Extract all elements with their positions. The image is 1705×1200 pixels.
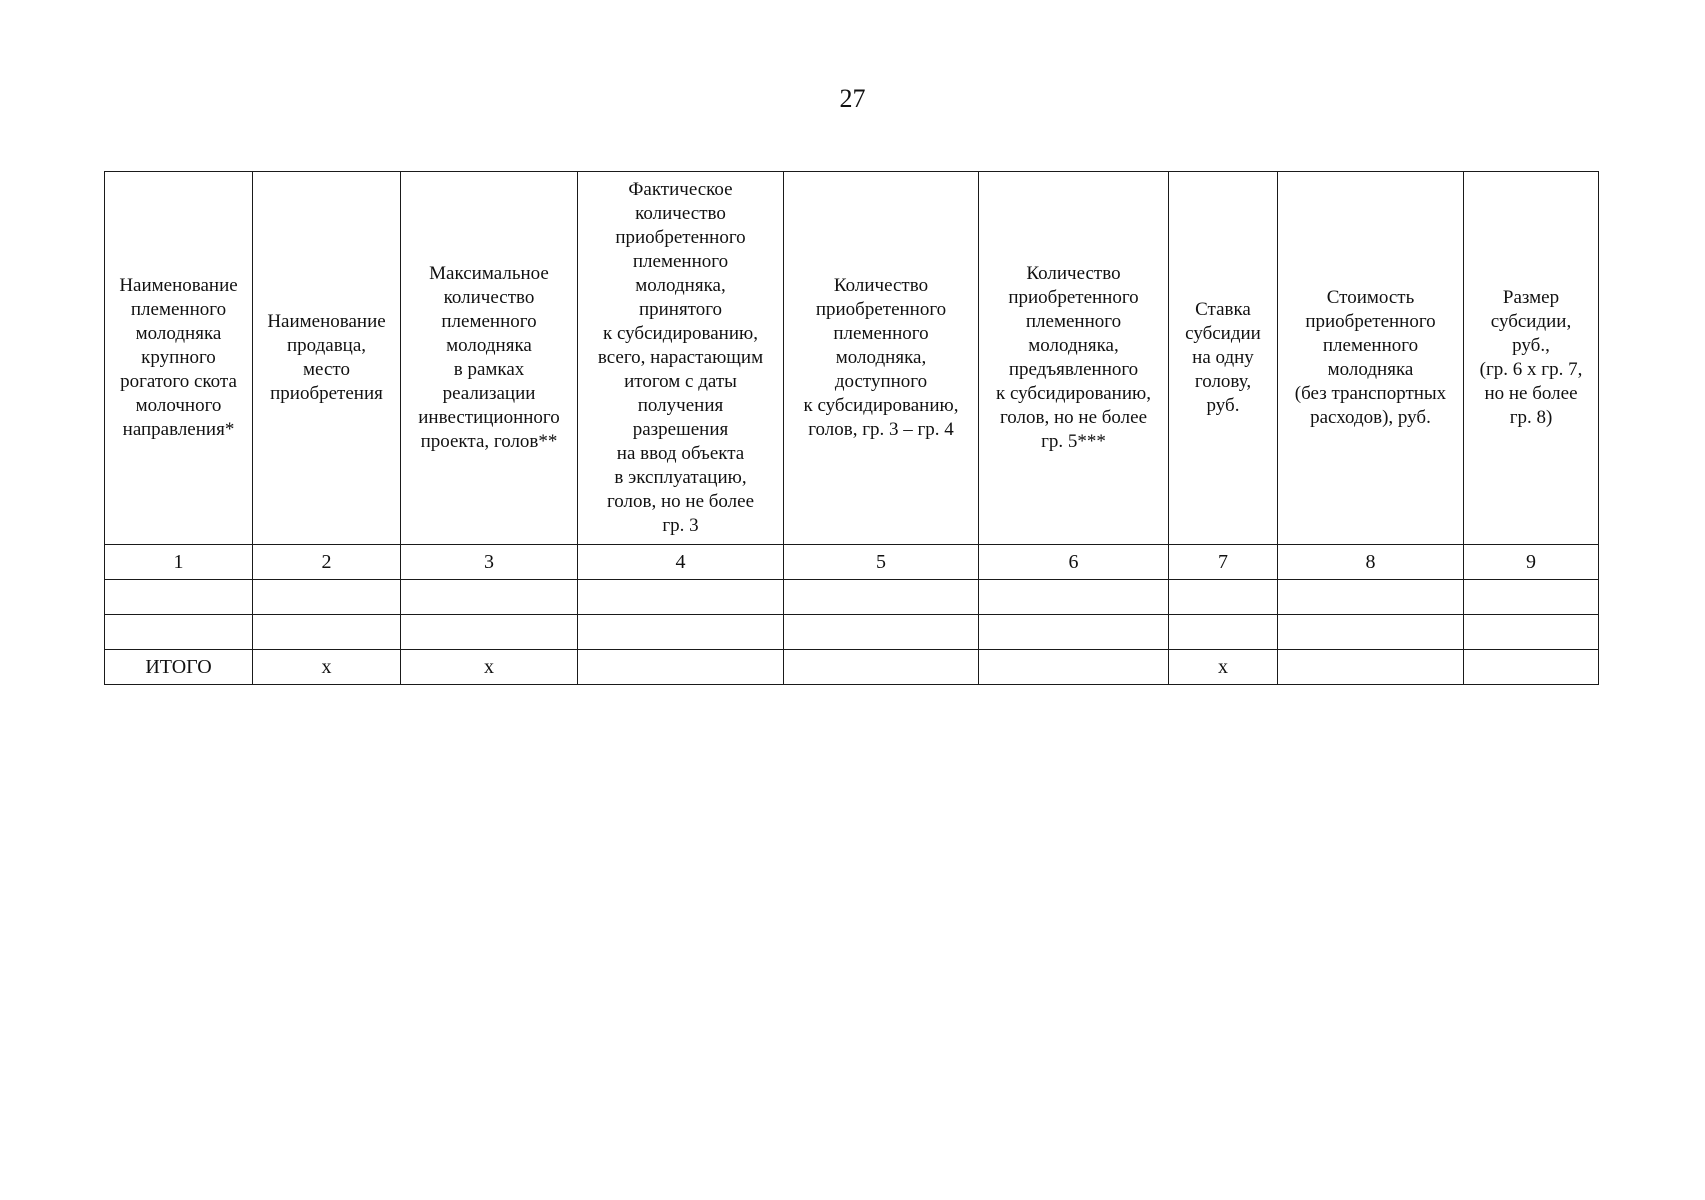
- total-cell: [578, 650, 784, 685]
- column-number-cell: 3: [401, 545, 578, 580]
- table-row: [105, 615, 1599, 650]
- column-number-cell: 9: [1464, 545, 1599, 580]
- header-cell-9: Размер субсидии, руб., (гр. 6 х гр. 7, но не более гр. 8): [1464, 172, 1599, 545]
- header-cell-8: Стоимость приобретенного племенного молодняка (без транспортных расходов), руб.: [1278, 172, 1464, 545]
- table-cell: [1169, 580, 1278, 615]
- total-row: [105, 650, 1599, 685]
- total-label-cell: ИТОГО: [105, 650, 253, 685]
- header-cell-7: Ставка субсидии на одну голову, руб.: [1169, 172, 1278, 545]
- table-cell: [1169, 615, 1278, 650]
- table-row: [105, 580, 1599, 615]
- column-number-cell: 4: [578, 545, 784, 580]
- column-number-row: [105, 545, 1599, 580]
- header-cell-5: Количество приобретенного племенного молодняка, доступного к субсидированию, голов, гр. 3 – гр. 4: [784, 172, 979, 545]
- total-cell: х: [401, 650, 578, 685]
- table-cell: [979, 615, 1169, 650]
- table-header-row: [105, 172, 1599, 545]
- table-cell: [979, 580, 1169, 615]
- table-cell: [253, 580, 401, 615]
- table-cell: [253, 615, 401, 650]
- table-cell: [578, 615, 784, 650]
- header-cell-6: Количество приобретенного племенного молодняка, предъявленного к субсидированию, голов, но не более гр. 5***: [979, 172, 1169, 545]
- table-cell: [1464, 580, 1599, 615]
- table-cell: [1278, 615, 1464, 650]
- column-number-cell: 7: [1169, 545, 1278, 580]
- column-number-cell: 6: [979, 545, 1169, 580]
- total-cell: [979, 650, 1169, 685]
- table-cell: [784, 580, 979, 615]
- column-number-cell: 1: [105, 545, 253, 580]
- header-cell-1: Наименование племенного молодняка крупного рогатого скота молочного направления*: [105, 172, 253, 545]
- total-cell: [1464, 650, 1599, 685]
- total-cell: х: [253, 650, 401, 685]
- table-cell: [1278, 580, 1464, 615]
- table-cell: [105, 580, 253, 615]
- table-cell: [401, 615, 578, 650]
- header-cell-3: Максимальное количество племенного молодняка в рамках реализации инвестиционного проекта, голов**: [401, 172, 578, 545]
- table-cell: [401, 580, 578, 615]
- total-cell: [1278, 650, 1464, 685]
- column-number-cell: 5: [784, 545, 979, 580]
- total-cell: [784, 650, 979, 685]
- column-number-cell: 2: [253, 545, 401, 580]
- header-cell-2: Наименование продавца, место приобретения: [253, 172, 401, 545]
- table-cell: [784, 615, 979, 650]
- table-cell: [105, 615, 253, 650]
- total-cell: х: [1169, 650, 1278, 685]
- page-number: 27: [839, 84, 866, 113]
- table-cell: [1464, 615, 1599, 650]
- column-number-cell: 8: [1278, 545, 1464, 580]
- table-cell: [578, 580, 784, 615]
- subsidy-table: [104, 171, 1599, 685]
- header-cell-4: Фактическое количество приобретенного племенного молодняка, принятого к субсидированию, всего, нарастающим итогом с даты получения разрешения на ввод объекта в эксплуатацию, голов, но не более гр. 3: [578, 172, 784, 545]
